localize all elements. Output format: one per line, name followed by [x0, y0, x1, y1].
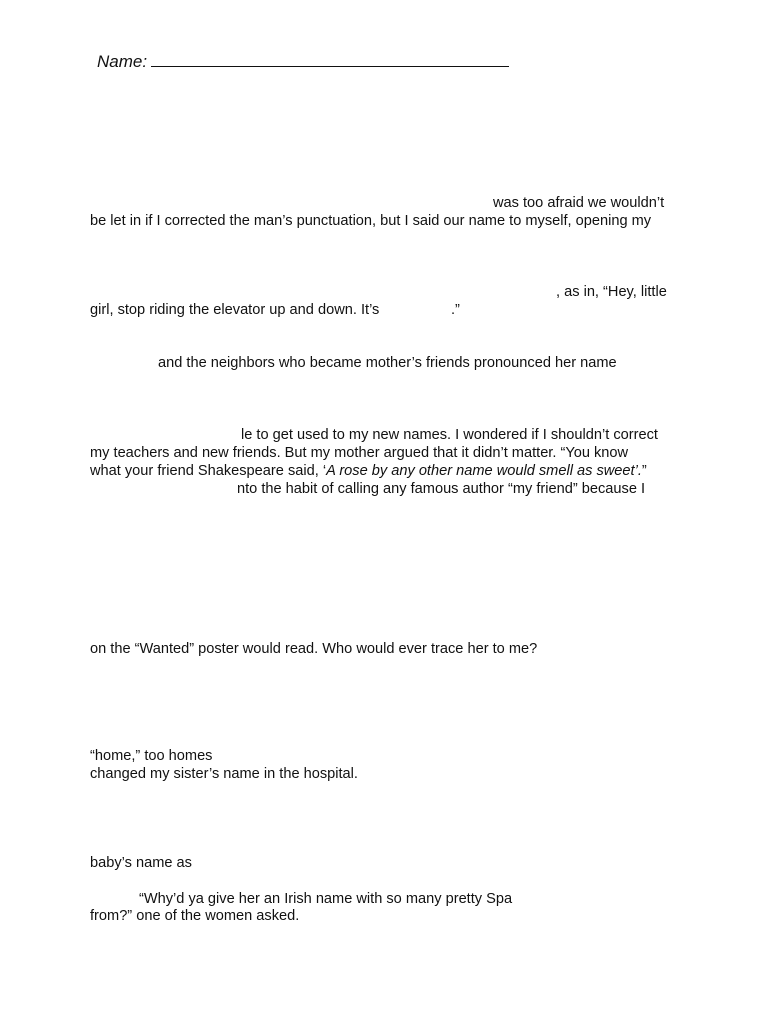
text-line: was too afraid we wouldn’t: [493, 195, 665, 211]
name-blank-line[interactable]: [151, 52, 509, 67]
text-line: .”: [451, 302, 460, 318]
text-line: be let in if I corrected the man’s punctuation, but I said our name to myself, opening my: [90, 213, 652, 229]
text-line: le to get used to my new names. I wondered if I shouldn’t correct: [241, 427, 658, 443]
text-line: from?” one of the women asked.: [90, 908, 300, 924]
text-line: , as in, “Hey, little: [556, 284, 667, 300]
italic-quote: A rose by any other name would smell as sweet’.: [326, 463, 642, 479]
text-line: “home,” too homes: [90, 748, 213, 764]
text-line: my teachers and new friends. But my mother argued that it didn’t matter. “You know: [90, 445, 629, 461]
text-segment: what your friend Shakespeare said, ‘: [90, 463, 327, 479]
text-line: on the “Wanted” poster would read. Who would ever trace her to me?: [90, 641, 538, 657]
text-line: “Why’d ya give her an Irish name with so many pretty Spa: [139, 891, 513, 907]
text-line: baby’s name as: [90, 855, 192, 871]
text-line: [90, 462, 647, 480]
text-segment: ”: [641, 463, 647, 479]
text-line: nto the habit of calling any famous author “my friend” because I: [237, 481, 646, 497]
text-line: girl, stop riding the elevator up and down. It’s: [90, 302, 380, 318]
name-label: Name:: [97, 52, 148, 71]
name-field-row: [97, 52, 509, 72]
text-line: changed my sister’s name in the hospital.: [90, 766, 358, 782]
text-line: and the neighbors who became mother’s friends pronounced her name: [158, 355, 617, 371]
